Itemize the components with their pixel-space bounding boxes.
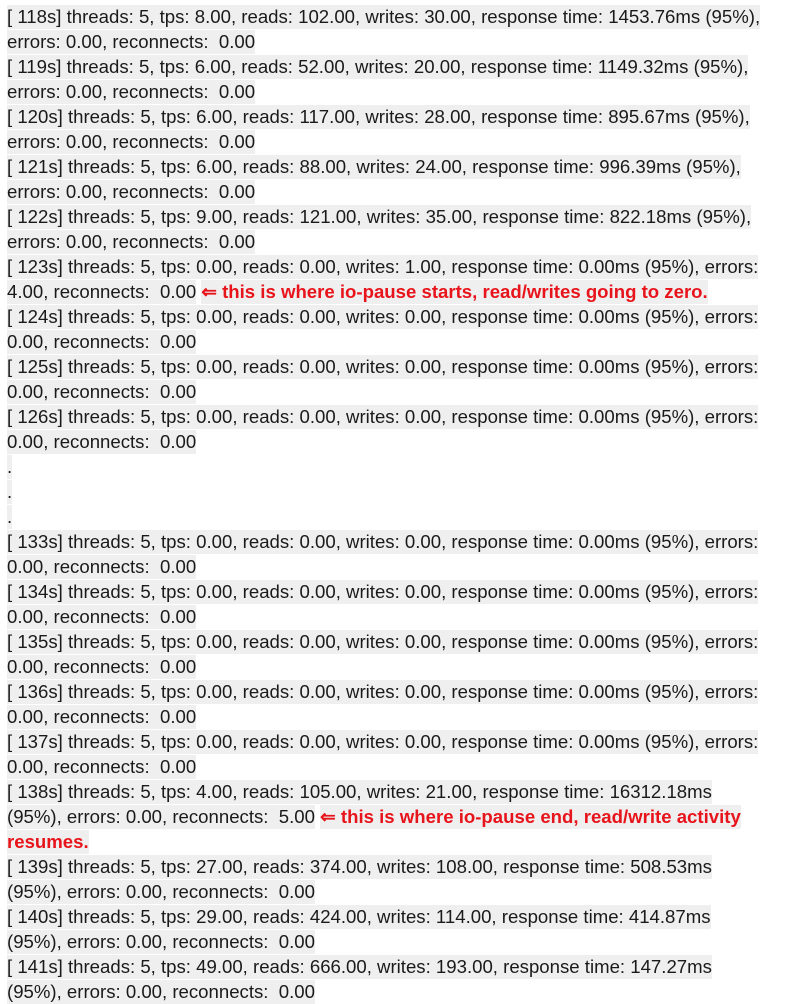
log-line-text: [ 126s] threads: 5, tps: 0.00, reads: 0.00, writes: 0.00, response time: 0.00ms (95%), errors: 0.00, reconnects: 0.00	[7, 406, 759, 452]
log-line-text: [ 138s] threads: 5, tps: 4.00, reads: 105.00, writes: 21.00, response time: 16312.18ms (95%), errors: 0.00, reconnects: 5.00	[7, 781, 712, 827]
log-line-text: [ 134s] threads: 5, tps: 0.00, reads: 0.00, writes: 0.00, response time: 0.00ms (95%), errors: 0.00, reconnects: 0.00	[7, 581, 759, 627]
log-entry	[7, 104, 767, 154]
log-line-text: [ 124s] threads: 5, tps: 0.00, reads: 0.00, writes: 0.00, response time: 0.00ms (95%), errors: 0.00, reconnects: 0.00	[7, 306, 759, 352]
annotation-note: ⇐ this is where io-pause end, read/write activity resumes.	[7, 806, 741, 852]
log-entry	[7, 54, 767, 104]
log-entry	[7, 154, 767, 204]
log-line-text: [ 136s] threads: 5, tps: 0.00, reads: 0.00, writes: 0.00, response time: 0.00ms (95%), errors: 0.00, reconnects: 0.00	[7, 681, 759, 727]
log-entry	[7, 354, 767, 404]
ellipsis-line: .	[7, 481, 13, 502]
log-entry	[7, 304, 767, 354]
log-document	[7, 4, 767, 1004]
log-line-text: [ 139s] threads: 5, tps: 27.00, reads: 374.00, writes: 108.00, response time: 508.53ms (95%), errors: 0.00, reconnects: 0.00	[7, 856, 712, 902]
log-line-text: [ 135s] threads: 5, tps: 0.00, reads: 0.00, writes: 0.00, response time: 0.00ms (95%), errors: 0.00, reconnects: 0.00	[7, 631, 759, 677]
log-entry	[7, 579, 767, 629]
log-entry	[7, 904, 767, 954]
log-entry	[7, 529, 767, 579]
log-entry	[7, 779, 767, 854]
log-entry	[7, 4, 767, 54]
log-line-text: [ 119s] threads: 5, tps: 6.00, reads: 52.00, writes: 20.00, response time: 1149.32ms (95%), errors: 0.00, reconnects: 0.00	[7, 56, 749, 102]
log-entry	[7, 629, 767, 679]
log-line-text: [ 137s] threads: 5, tps: 0.00, reads: 0.00, writes: 0.00, response time: 0.00ms (95%), errors: 0.00, reconnects: 0.00	[7, 731, 759, 777]
log-line-text: [ 133s] threads: 5, tps: 0.00, reads: 0.00, writes: 0.00, response time: 0.00ms (95%), errors: 0.00, reconnects: 0.00	[7, 531, 759, 577]
log-line-text: [ 122s] threads: 5, tps: 9.00, reads: 121.00, writes: 35.00, response time: 822.18ms (95%), errors: 0.00, reconnects: 0.00	[7, 206, 752, 252]
ellipsis-line: .	[7, 456, 13, 477]
log-entry	[7, 954, 767, 1004]
log-entry	[7, 729, 767, 779]
log-line-text: [ 141s] threads: 5, tps: 49.00, reads: 666.00, writes: 193.00, response time: 147.27ms (95%), errors: 0.00, reconnects: 0.00	[7, 956, 712, 1002]
log-entry	[7, 854, 767, 904]
log-line-text: [ 123s] threads: 5, tps: 0.00, reads: 0.00, writes: 1.00, response time: 0.00ms (95%), errors: 4.00, reconnects: 0.00	[7, 256, 759, 302]
log-line-text: [ 125s] threads: 5, tps: 0.00, reads: 0.00, writes: 0.00, response time: 0.00ms (95%), errors: 0.00, reconnects: 0.00	[7, 356, 759, 402]
annotation-note: ⇐ this is where io-pause starts, read/writes going to zero.	[201, 281, 708, 302]
log-line-text: [ 121s] threads: 5, tps: 6.00, reads: 88.00, writes: 24.00, response time: 996.39ms (95%), errors: 0.00, reconnects: 0.00	[7, 156, 741, 202]
log-entry	[7, 254, 767, 304]
log-line-text: [ 118s] threads: 5, tps: 8.00, reads: 102.00, writes: 30.00, response time: 1453.76ms (95%), errors: 0.00, reconnects: 0.00	[7, 6, 761, 52]
log-line-text: [ 120s] threads: 5, tps: 6.00, reads: 117.00, writes: 28.00, response time: 895.67ms (95%), errors: 0.00, reconnects: 0.00	[7, 106, 750, 152]
log-entry	[7, 679, 767, 729]
log-entry	[7, 404, 767, 454]
log-line-text: [ 140s] threads: 5, tps: 29.00, reads: 424.00, writes: 114.00, response time: 414.87ms (95%), errors: 0.00, reconnects: 0.00	[7, 906, 711, 952]
log-entry	[7, 204, 767, 254]
ellipsis-line: .	[7, 506, 13, 527]
